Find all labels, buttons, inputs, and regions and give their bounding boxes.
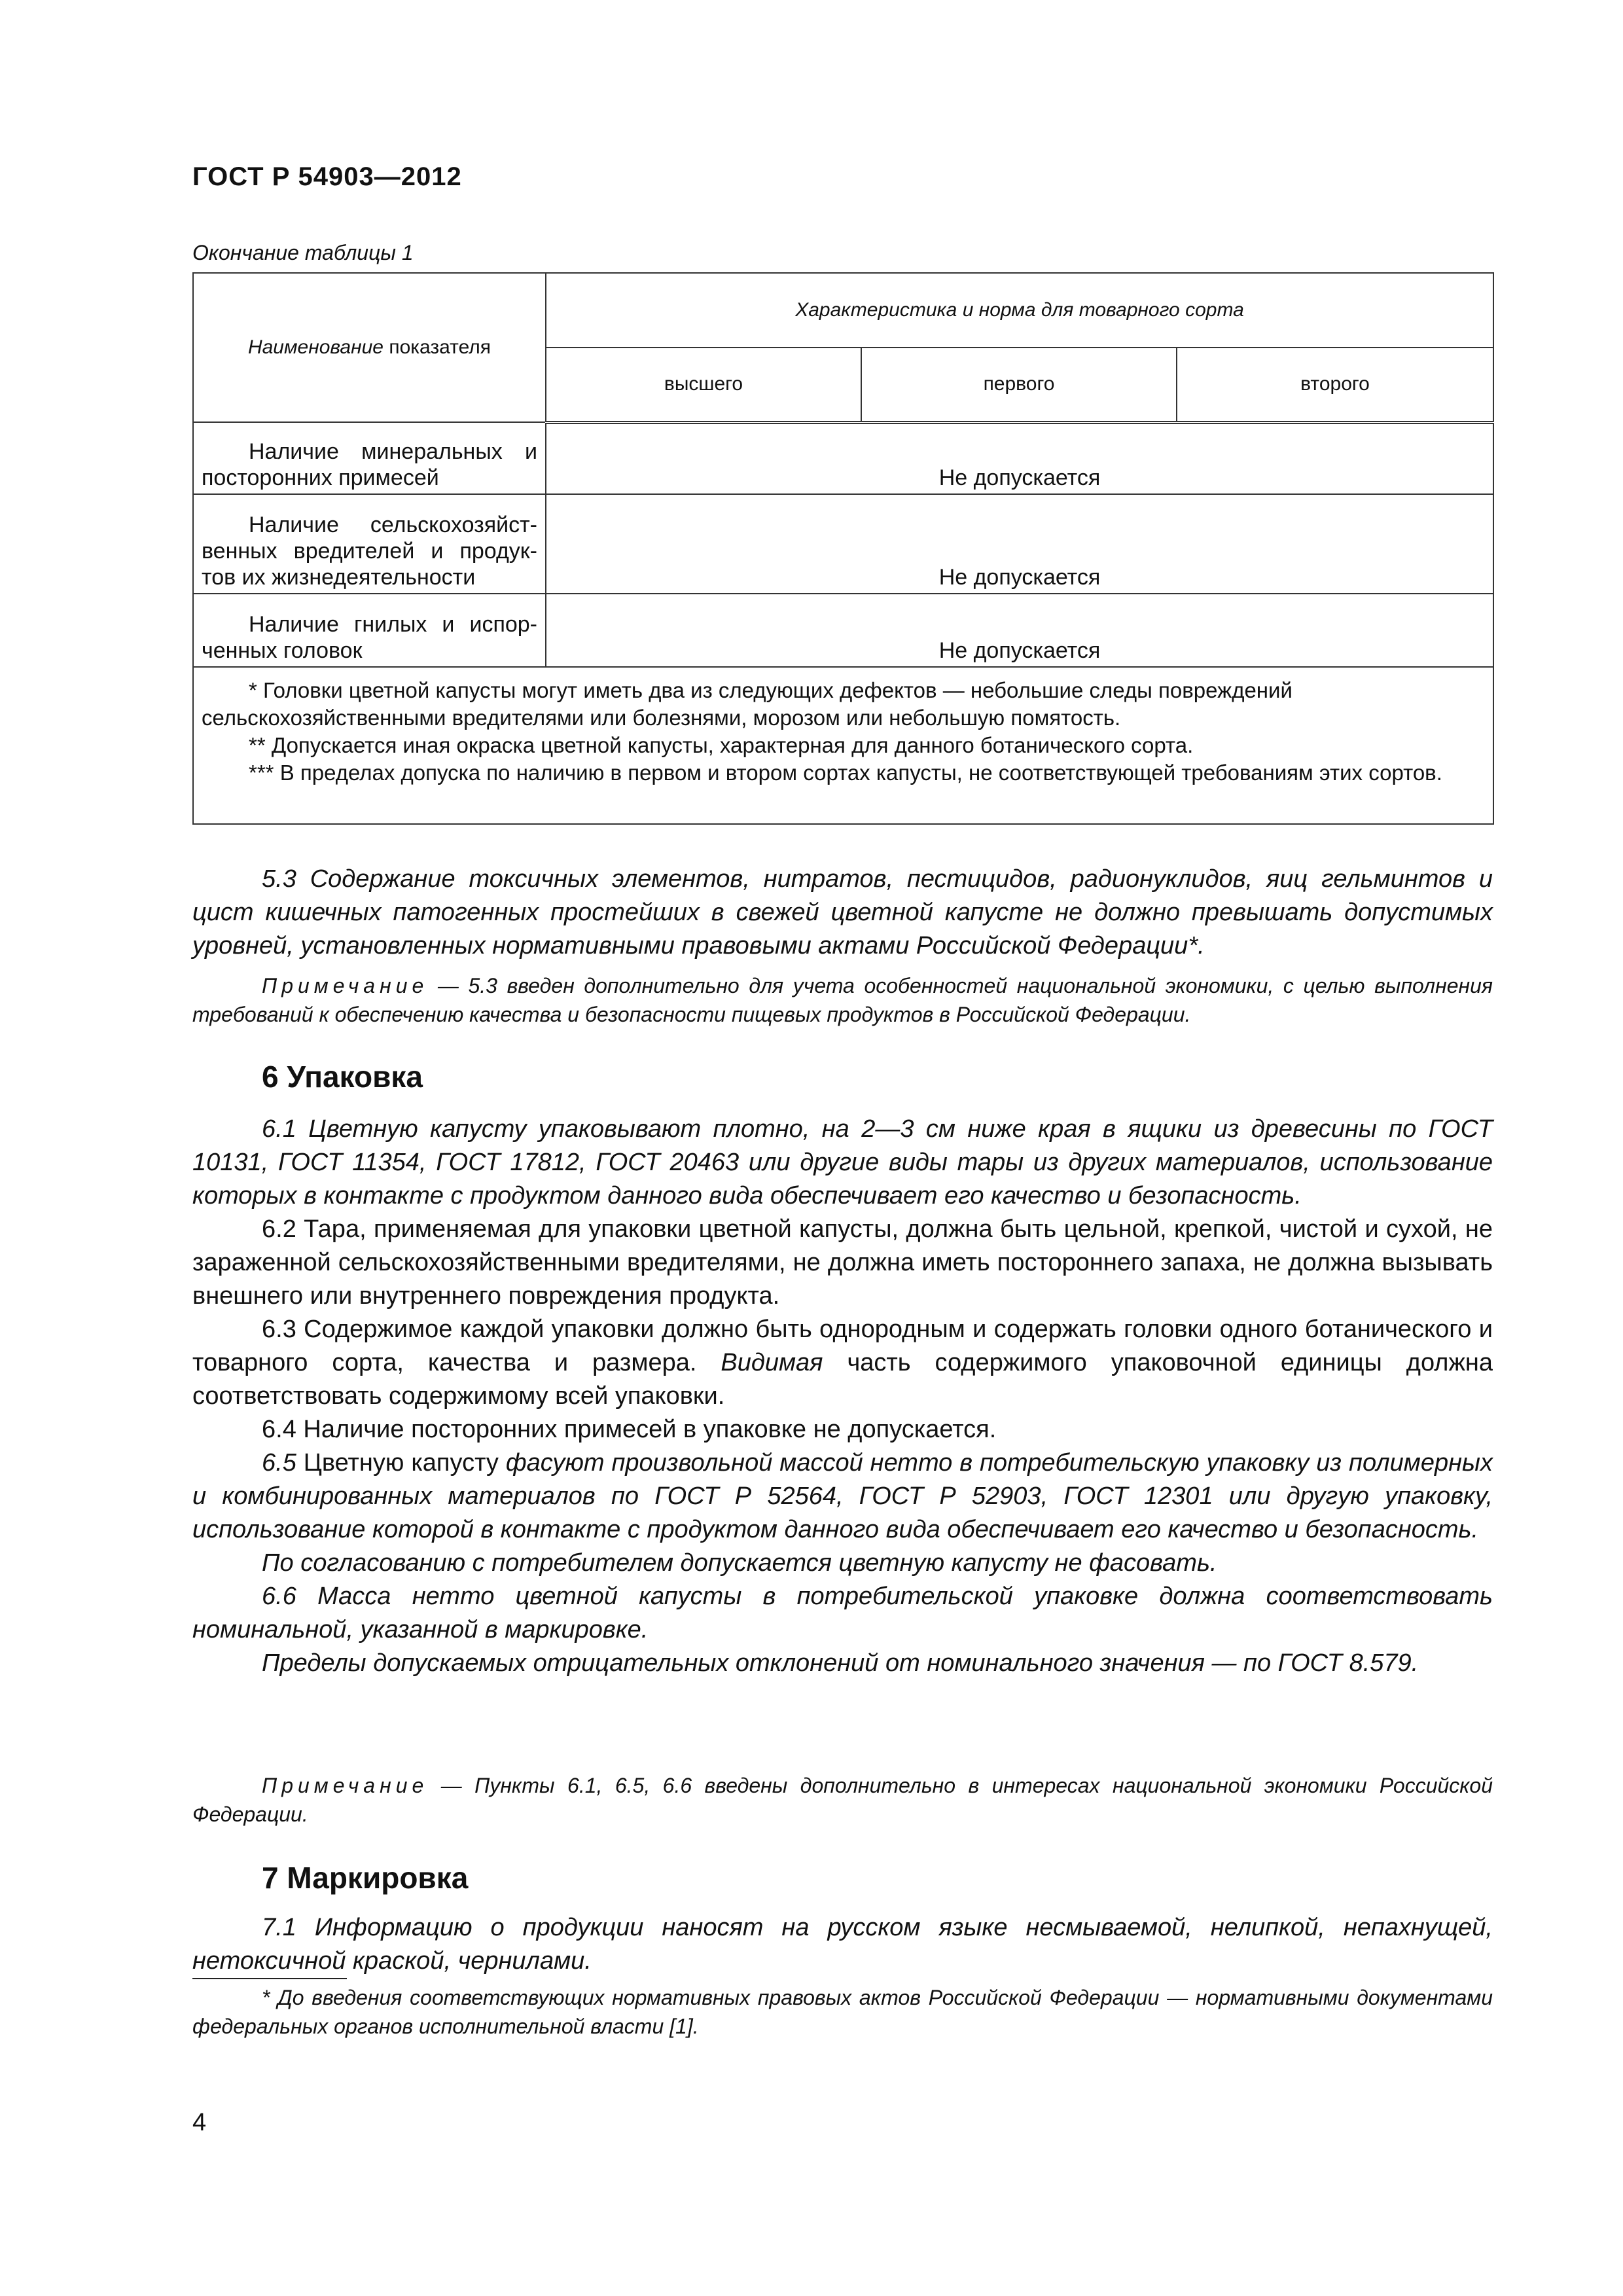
row-name: Наличие сельскохозяйст-венных вредителей и продук-тов их жизнедеятельности	[193, 494, 546, 594]
table-row	[193, 594, 1493, 667]
table-note: ** Допускается иная окраска цветной капусты, характерная для данного ботанического сорта.	[249, 733, 1194, 757]
header-cell-indicator: Наименование показателя	[193, 273, 546, 422]
row-value: Не допускается	[546, 494, 1493, 594]
note-text: — 5.3 введен дополнительно для учета особенностей национальной экономики, с целью выполнения требований к обеспечению качества и безопасности пищевых продуктов в Российской Федерации.	[192, 974, 1493, 1026]
footnote-divider	[192, 1978, 347, 1979]
header-cell-grade-group: Характеристика и норма для товарного сорта	[546, 273, 1493, 348]
table-row	[193, 422, 1493, 494]
section-6	[192, 1060, 1493, 1094]
section-7-body	[192, 1911, 1493, 1978]
table-continuation-title: Окончание таблицы 1	[192, 241, 414, 264]
header-cell-grade: первого	[861, 348, 1177, 422]
section-heading-7: 7 Маркировка	[262, 1861, 469, 1895]
table-notes	[193, 667, 1493, 824]
paragraph-5-3: 5.3 Содержание токсичных элементов, нитратов, пестицидов, радионуклидов, яиц гельминтов и цист кишечных патогенных простейших в свежей цветной капусте не должно превышать допустимых уровней, установленных нормативными правовыми актами Российской Федерации*.	[192, 865, 1493, 960]
footnote: * До введения соответствующих нормативных правовых актов Российской Федерации — нормативными документами федеральных органов исполнительной власти [1].	[192, 1986, 1493, 2038]
paragraph-6-3: 6.3 Содержимое каждой упаковки должно быть однородным и содержать головки одного ботанического и товарного сорта, качества и размера. Видимая часть содержимого упаковочной единицы должна соответствовать содержимому всей упаковки.	[192, 1316, 1493, 1410]
header-cell-grade: второго	[1177, 348, 1493, 422]
section-7	[192, 1861, 1493, 1895]
note-text: — Пункты 6.1, 6.5, 6.6 введены дополнительно в интересах национальной экономики Российской Федерации.	[192, 1774, 1493, 1826]
paragraph-6-2: 6.2 Тара, применяемая для упаковки цветной капусты, должна быть цельной, крепкой, чистой и сухой, не зараженной сельскохозяйственными вредителями, не должна иметь постороннего запаха, не должна вызывать внешнего или внутреннего повреждения продукта.	[192, 1215, 1493, 1310]
table-note: *** В пределах допуска по наличию в первом и втором сортах капусты, не соответствующей требованиям этих сортов.	[249, 761, 1442, 785]
paragraph-6-4: 6.4 Наличие посторонних примесей в упаковке не допускается.	[262, 1416, 997, 1443]
row-value: Не допускается	[546, 594, 1493, 667]
page-number: 4	[192, 2109, 207, 2136]
paragraph-6-5-2: По согласованию с потребителем допускается цветную капусту не фасовать.	[262, 1549, 1217, 1577]
row-value: Не допускается	[546, 422, 1493, 494]
paragraph-6-6-2: Пределы допускаемых отрицательных отклонений от номинального значения — по ГОСТ 8.579.	[262, 1649, 1419, 1677]
paragraph-7-1: 7.1 Информацию о продукции наносят на русском языке несмываемой, нелипкой, непахнущей, нетоксичной краской, чернилами.	[192, 1914, 1493, 1975]
paragraph-6-1: 6.1 Цветную капусту упаковывают плотно, на 2—3 см ниже края в ящики из древесины по ГОСТ 10131, ГОСТ 11354, ГОСТ 17812, ГОСТ 20463 или другие виды тары из других материалов, использование которых в контакте с продуктом данного вида обеспечивает его качество и безопасность.	[192, 1115, 1493, 1210]
note-5-3	[192, 971, 1493, 1029]
table-notes-row	[193, 667, 1493, 824]
table-row	[193, 494, 1493, 594]
specification-table	[192, 272, 1494, 825]
paragraph-6-5: 6.5 Цветную капусту фасуют произвольной массой нетто в потребительскую упаковку из полимерных и комбинированных материалов по ГОСТ Р 52564, ГОСТ Р 52903, ГОСТ 12301 или другую упаковку, использование которой в контакте с продуктом данного вида обеспечивает его качество и безопасность.	[192, 1449, 1493, 1543]
note-6	[192, 1771, 1493, 1829]
row-name: Наличие минеральных и посторонних примесей	[193, 422, 546, 494]
header-cell-grade: высшего	[546, 348, 861, 422]
row-name: Наличие гнилых и испор-ченных головок	[193, 594, 546, 667]
section-heading-6: 6 Упаковка	[262, 1060, 423, 1094]
paragraph-6-6: 6.6 Масса нетто цветной капусты в потребительской упаковке должна соответствовать номинальной, указанной в маркировке.	[192, 1583, 1493, 1643]
section-6-body	[192, 1113, 1493, 1680]
section-5-3	[192, 863, 1493, 963]
table-note: * Головки цветной капусты могут иметь два из следующих дефектов — небольшие следы повреждений сельскохозяйственными вредителями или болезнями, морозом или небольшую помятость.	[202, 678, 1293, 730]
document-header: ГОСТ Р 54903—2012	[192, 162, 462, 191]
note-label: Примечание	[262, 974, 429, 997]
note-label: Примечание	[262, 1774, 429, 1797]
